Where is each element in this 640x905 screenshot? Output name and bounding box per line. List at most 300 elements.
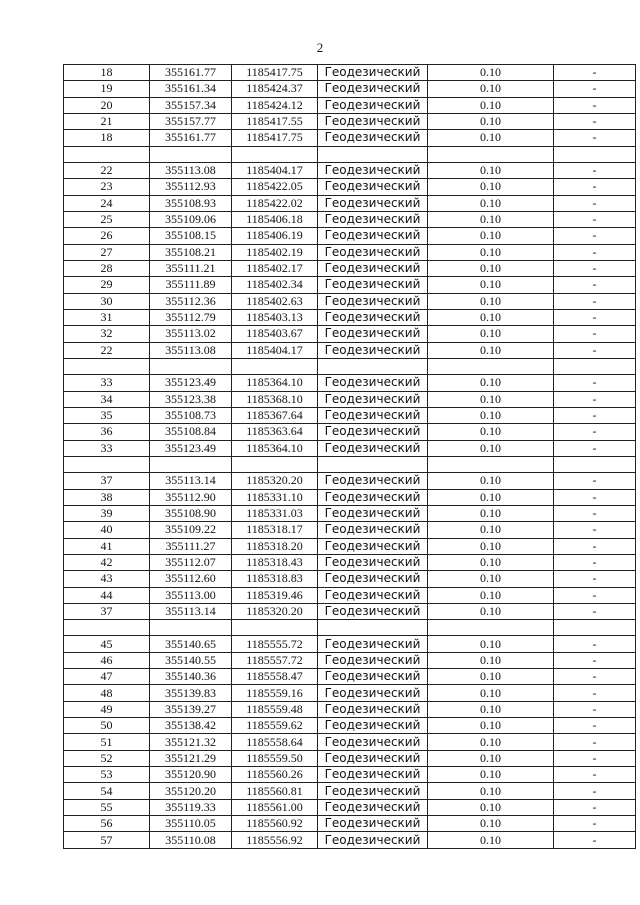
table-row — [64, 587, 636, 603]
point-number-cell: 28 — [64, 260, 150, 276]
note-cell: - — [554, 440, 636, 456]
method-cell: Геодезический — [318, 767, 428, 783]
x-coordinate-cell: 355140.65 — [150, 636, 232, 652]
point-number-cell: 40 — [64, 522, 150, 538]
point-number-cell: 45 — [64, 636, 150, 652]
table-row — [64, 816, 636, 832]
y-coordinate-cell: 1185319.46 — [232, 587, 318, 603]
table-row — [64, 113, 636, 129]
y-coordinate-cell: 1185559.16 — [232, 685, 318, 701]
method-cell: Геодезический — [318, 554, 428, 570]
table-row — [64, 685, 636, 701]
accuracy-cell: 0.10 — [428, 162, 554, 178]
x-coordinate-cell: 355138.42 — [150, 718, 232, 734]
note-cell: - — [554, 81, 636, 97]
method-cell: Геодезический — [318, 65, 428, 81]
table-row — [64, 407, 636, 423]
accuracy-cell: 0.10 — [428, 603, 554, 619]
table-row — [64, 65, 636, 81]
point-number-cell: 18 — [64, 65, 150, 81]
note-cell: - — [554, 636, 636, 652]
separator-row — [64, 620, 636, 636]
point-number-cell: 48 — [64, 685, 150, 701]
note-cell: - — [554, 342, 636, 358]
table-row — [64, 767, 636, 783]
y-coordinate-cell: 1185318.43 — [232, 554, 318, 570]
note-cell: - — [554, 571, 636, 587]
point-number-cell: 41 — [64, 538, 150, 554]
y-coordinate-cell: 1185320.20 — [232, 473, 318, 489]
y-coordinate-cell: 1185364.10 — [232, 375, 318, 391]
note-cell: - — [554, 424, 636, 440]
method-cell: Геодезический — [318, 228, 428, 244]
y-coordinate-cell: 1185559.50 — [232, 750, 318, 766]
separator-row — [64, 358, 636, 374]
table-row — [64, 473, 636, 489]
accuracy-cell — [428, 146, 554, 162]
table-row — [64, 783, 636, 799]
table-row — [64, 130, 636, 146]
table-row — [64, 718, 636, 734]
y-coordinate-cell: 1185561.00 — [232, 799, 318, 815]
accuracy-cell: 0.10 — [428, 244, 554, 260]
y-coordinate-cell: 1185560.92 — [232, 816, 318, 832]
method-cell: Геодезический — [318, 179, 428, 195]
y-coordinate-cell: 1185406.19 — [232, 228, 318, 244]
y-coordinate-cell: 1185560.26 — [232, 767, 318, 783]
point-number-cell: 33 — [64, 440, 150, 456]
table-row — [64, 424, 636, 440]
note-cell: - — [554, 195, 636, 211]
y-coordinate-cell: 1185555.72 — [232, 636, 318, 652]
x-coordinate-cell: 355108.93 — [150, 195, 232, 211]
note-cell: - — [554, 391, 636, 407]
method-cell: Геодезический — [318, 587, 428, 603]
y-coordinate-cell: 1185318.20 — [232, 538, 318, 554]
point-number-cell: 30 — [64, 293, 150, 309]
accuracy-cell: 0.10 — [428, 113, 554, 129]
accuracy-cell: 0.10 — [428, 342, 554, 358]
method-cell — [318, 456, 428, 472]
x-coordinate-cell: 355113.00 — [150, 587, 232, 603]
page-number: 2 — [316, 40, 324, 55]
accuracy-cell: 0.10 — [428, 391, 554, 407]
y-coordinate-cell: 1185558.64 — [232, 734, 318, 750]
point-number-cell: 54 — [64, 783, 150, 799]
note-cell: - — [554, 211, 636, 227]
note-cell: - — [554, 603, 636, 619]
y-coordinate-cell: 1185560.81 — [232, 783, 318, 799]
note-cell: - — [554, 375, 636, 391]
table-row — [64, 260, 636, 276]
point-number-cell: 36 — [64, 424, 150, 440]
note-cell: - — [554, 522, 636, 538]
accuracy-cell — [428, 358, 554, 374]
point-number-cell: 24 — [64, 195, 150, 211]
accuracy-cell: 0.10 — [428, 750, 554, 766]
y-coordinate-cell: 1185558.47 — [232, 669, 318, 685]
point-number-cell — [64, 146, 150, 162]
method-cell: Геодезический — [318, 407, 428, 423]
point-number-cell: 56 — [64, 816, 150, 832]
method-cell: Геодезический — [318, 211, 428, 227]
method-cell: Геодезический — [318, 342, 428, 358]
point-number-cell: 22 — [64, 342, 150, 358]
accuracy-cell: 0.10 — [428, 522, 554, 538]
accuracy-cell: 0.10 — [428, 440, 554, 456]
coordinates-table — [63, 64, 636, 849]
point-number-cell: 19 — [64, 81, 150, 97]
method-cell: Геодезический — [318, 293, 428, 309]
accuracy-cell: 0.10 — [428, 669, 554, 685]
accuracy-cell: 0.10 — [428, 571, 554, 587]
method-cell: Геодезический — [318, 326, 428, 342]
method-cell: Геодезический — [318, 603, 428, 619]
point-number-cell: 34 — [64, 391, 150, 407]
method-cell: Геодезический — [318, 473, 428, 489]
x-coordinate-cell: 355110.08 — [150, 832, 232, 848]
point-number-cell: 25 — [64, 211, 150, 227]
y-coordinate-cell: 1185557.72 — [232, 652, 318, 668]
accuracy-cell: 0.10 — [428, 228, 554, 244]
accuracy-cell: 0.10 — [428, 179, 554, 195]
method-cell: Геодезический — [318, 750, 428, 766]
x-coordinate-cell: 355113.14 — [150, 603, 232, 619]
note-cell: - — [554, 407, 636, 423]
note-cell: - — [554, 130, 636, 146]
x-coordinate-cell: 355108.21 — [150, 244, 232, 260]
x-coordinate-cell: 355161.77 — [150, 65, 232, 81]
method-cell: Геодезический — [318, 424, 428, 440]
x-coordinate-cell: 355109.22 — [150, 522, 232, 538]
x-coordinate-cell — [150, 146, 232, 162]
x-coordinate-cell: 355108.90 — [150, 505, 232, 521]
method-cell: Геодезический — [318, 636, 428, 652]
method-cell: Геодезический — [318, 685, 428, 701]
point-number-cell: 38 — [64, 489, 150, 505]
note-cell: - — [554, 260, 636, 276]
x-coordinate-cell — [150, 620, 232, 636]
x-coordinate-cell: 355112.07 — [150, 554, 232, 570]
point-number-cell: 35 — [64, 407, 150, 423]
point-number-cell: 33 — [64, 375, 150, 391]
coordinates-table-body — [64, 65, 636, 849]
y-coordinate-cell: 1185424.12 — [232, 97, 318, 113]
x-coordinate-cell: 355111.27 — [150, 538, 232, 554]
table-row — [64, 669, 636, 685]
y-coordinate-cell: 1185318.17 — [232, 522, 318, 538]
y-coordinate-cell: 1185318.83 — [232, 571, 318, 587]
point-number-cell: 44 — [64, 587, 150, 603]
note-cell: - — [554, 179, 636, 195]
method-cell: Геодезический — [318, 734, 428, 750]
note-cell: - — [554, 685, 636, 701]
note-cell: - — [554, 669, 636, 685]
table-row — [64, 179, 636, 195]
table-row — [64, 195, 636, 211]
point-number-cell: 37 — [64, 603, 150, 619]
point-number-cell: 29 — [64, 277, 150, 293]
point-number-cell — [64, 620, 150, 636]
point-number-cell: 52 — [64, 750, 150, 766]
point-number-cell: 32 — [64, 326, 150, 342]
x-coordinate-cell: 355112.90 — [150, 489, 232, 505]
x-coordinate-cell: 355121.29 — [150, 750, 232, 766]
method-cell: Геодезический — [318, 783, 428, 799]
note-cell: - — [554, 162, 636, 178]
accuracy-cell: 0.10 — [428, 636, 554, 652]
method-cell: Геодезический — [318, 162, 428, 178]
method-cell: Геодезический — [318, 799, 428, 815]
note-cell: - — [554, 326, 636, 342]
note-cell: - — [554, 505, 636, 521]
y-coordinate-cell: 1185556.92 — [232, 832, 318, 848]
note-cell: - — [554, 473, 636, 489]
x-coordinate-cell: 355157.34 — [150, 97, 232, 113]
method-cell — [318, 620, 428, 636]
y-coordinate-cell: 1185402.63 — [232, 293, 318, 309]
y-coordinate-cell: 1185404.17 — [232, 162, 318, 178]
accuracy-cell: 0.10 — [428, 326, 554, 342]
x-coordinate-cell — [150, 358, 232, 374]
method-cell: Геодезический — [318, 718, 428, 734]
table-row — [64, 375, 636, 391]
note-cell: - — [554, 309, 636, 325]
point-number-cell: 23 — [64, 179, 150, 195]
accuracy-cell: 0.10 — [428, 277, 554, 293]
table-row — [64, 228, 636, 244]
method-cell: Геодезический — [318, 522, 428, 538]
method-cell: Геодезический — [318, 701, 428, 717]
point-number-cell: 47 — [64, 669, 150, 685]
y-coordinate-cell: 1185422.05 — [232, 179, 318, 195]
y-coordinate-cell: 1185331.10 — [232, 489, 318, 505]
y-coordinate-cell: 1185424.37 — [232, 81, 318, 97]
x-coordinate-cell: 355109.06 — [150, 211, 232, 227]
point-number-cell: 42 — [64, 554, 150, 570]
x-coordinate-cell: 355123.49 — [150, 375, 232, 391]
method-cell: Геодезический — [318, 571, 428, 587]
note-cell: - — [554, 783, 636, 799]
x-coordinate-cell: 355119.33 — [150, 799, 232, 815]
x-coordinate-cell: 355108.84 — [150, 424, 232, 440]
method-cell — [318, 146, 428, 162]
y-coordinate-cell: 1185406.18 — [232, 211, 318, 227]
y-coordinate-cell: 1185417.75 — [232, 65, 318, 81]
note-cell — [554, 146, 636, 162]
method-cell — [318, 358, 428, 374]
note-cell: - — [554, 293, 636, 309]
accuracy-cell: 0.10 — [428, 130, 554, 146]
accuracy-cell: 0.10 — [428, 65, 554, 81]
table-row — [64, 832, 636, 848]
table-row — [64, 211, 636, 227]
note-cell: - — [554, 538, 636, 554]
x-coordinate-cell: 355121.32 — [150, 734, 232, 750]
note-cell: - — [554, 489, 636, 505]
note-cell: - — [554, 750, 636, 766]
x-coordinate-cell: 355140.55 — [150, 652, 232, 668]
point-number-cell: 37 — [64, 473, 150, 489]
table-row — [64, 603, 636, 619]
y-coordinate-cell: 1185417.55 — [232, 113, 318, 129]
note-cell: - — [554, 816, 636, 832]
x-coordinate-cell: 355113.14 — [150, 473, 232, 489]
table-row — [64, 309, 636, 325]
note-cell: - — [554, 832, 636, 848]
table-row — [64, 750, 636, 766]
y-coordinate-cell: 1185402.34 — [232, 277, 318, 293]
accuracy-cell: 0.10 — [428, 734, 554, 750]
method-cell: Геодезический — [318, 309, 428, 325]
method-cell: Геодезический — [318, 505, 428, 521]
note-cell — [554, 456, 636, 472]
method-cell: Геодезический — [318, 130, 428, 146]
table-row — [64, 538, 636, 554]
y-coordinate-cell: 1185422.02 — [232, 195, 318, 211]
accuracy-cell: 0.10 — [428, 424, 554, 440]
accuracy-cell: 0.10 — [428, 652, 554, 668]
accuracy-cell: 0.10 — [428, 309, 554, 325]
point-number-cell: 18 — [64, 130, 150, 146]
table-row — [64, 734, 636, 750]
point-number-cell: 26 — [64, 228, 150, 244]
y-coordinate-cell: 1185417.75 — [232, 130, 318, 146]
accuracy-cell — [428, 456, 554, 472]
method-cell: Геодезический — [318, 195, 428, 211]
point-number-cell: 46 — [64, 652, 150, 668]
point-number-cell: 20 — [64, 97, 150, 113]
table-row — [64, 277, 636, 293]
note-cell: - — [554, 652, 636, 668]
note-cell — [554, 358, 636, 374]
note-cell: - — [554, 244, 636, 260]
table-row — [64, 162, 636, 178]
accuracy-cell: 0.10 — [428, 783, 554, 799]
note-cell: - — [554, 701, 636, 717]
x-coordinate-cell: 355113.08 — [150, 342, 232, 358]
point-number-cell: 39 — [64, 505, 150, 521]
x-coordinate-cell: 355140.36 — [150, 669, 232, 685]
accuracy-cell: 0.10 — [428, 767, 554, 783]
method-cell: Геодезический — [318, 652, 428, 668]
table-row — [64, 799, 636, 815]
table-row — [64, 97, 636, 113]
y-coordinate-cell: 1185402.17 — [232, 260, 318, 276]
method-cell: Геодезический — [318, 244, 428, 260]
accuracy-cell: 0.10 — [428, 195, 554, 211]
y-coordinate-cell: 1185403.67 — [232, 326, 318, 342]
point-number-cell: 22 — [64, 162, 150, 178]
x-coordinate-cell: 355113.02 — [150, 326, 232, 342]
y-coordinate-cell: 1185331.03 — [232, 505, 318, 521]
table-row — [64, 522, 636, 538]
separator-row — [64, 456, 636, 472]
accuracy-cell: 0.10 — [428, 799, 554, 815]
point-number-cell: 53 — [64, 767, 150, 783]
y-coordinate-cell: 1185559.62 — [232, 718, 318, 734]
table-row — [64, 244, 636, 260]
x-coordinate-cell: 355111.89 — [150, 277, 232, 293]
note-cell: - — [554, 65, 636, 81]
x-coordinate-cell: 355112.79 — [150, 309, 232, 325]
point-number-cell: 31 — [64, 309, 150, 325]
x-coordinate-cell: 355123.38 — [150, 391, 232, 407]
point-number-cell: 43 — [64, 571, 150, 587]
y-coordinate-cell — [232, 146, 318, 162]
accuracy-cell: 0.10 — [428, 554, 554, 570]
accuracy-cell — [428, 620, 554, 636]
accuracy-cell: 0.10 — [428, 489, 554, 505]
point-number-cell: 50 — [64, 718, 150, 734]
method-cell: Геодезический — [318, 113, 428, 129]
accuracy-cell: 0.10 — [428, 81, 554, 97]
accuracy-cell: 0.10 — [428, 211, 554, 227]
table-row — [64, 293, 636, 309]
x-coordinate-cell: 355161.34 — [150, 81, 232, 97]
point-number-cell: 57 — [64, 832, 150, 848]
point-number-cell: 49 — [64, 701, 150, 717]
x-coordinate-cell: 355112.60 — [150, 571, 232, 587]
x-coordinate-cell: 355111.21 — [150, 260, 232, 276]
note-cell: - — [554, 799, 636, 815]
table-row — [64, 440, 636, 456]
table-row — [64, 391, 636, 407]
x-coordinate-cell: 355123.49 — [150, 440, 232, 456]
point-number-cell: 21 — [64, 113, 150, 129]
note-cell — [554, 620, 636, 636]
method-cell: Геодезический — [318, 277, 428, 293]
y-coordinate-cell: 1185559.48 — [232, 701, 318, 717]
accuracy-cell: 0.10 — [428, 260, 554, 276]
note-cell: - — [554, 767, 636, 783]
method-cell: Геодезический — [318, 489, 428, 505]
method-cell: Геодезический — [318, 440, 428, 456]
table-row — [64, 636, 636, 652]
y-coordinate-cell: 1185402.19 — [232, 244, 318, 260]
x-coordinate-cell: 355110.05 — [150, 816, 232, 832]
accuracy-cell: 0.10 — [428, 375, 554, 391]
method-cell: Геодезический — [318, 391, 428, 407]
x-coordinate-cell: 355161.77 — [150, 130, 232, 146]
note-cell: - — [554, 734, 636, 750]
y-coordinate-cell — [232, 620, 318, 636]
accuracy-cell: 0.10 — [428, 832, 554, 848]
method-cell: Геодезический — [318, 97, 428, 113]
accuracy-cell: 0.10 — [428, 816, 554, 832]
x-coordinate-cell — [150, 456, 232, 472]
table-row — [64, 571, 636, 587]
x-coordinate-cell: 355139.83 — [150, 685, 232, 701]
accuracy-cell: 0.10 — [428, 587, 554, 603]
point-number-cell: 51 — [64, 734, 150, 750]
note-cell: - — [554, 277, 636, 293]
note-cell: - — [554, 97, 636, 113]
method-cell: Геодезический — [318, 816, 428, 832]
method-cell: Геодезический — [318, 538, 428, 554]
table-row — [64, 326, 636, 342]
x-coordinate-cell: 355112.93 — [150, 179, 232, 195]
method-cell: Геодезический — [318, 669, 428, 685]
method-cell: Геодезический — [318, 375, 428, 391]
y-coordinate-cell: 1185403.13 — [232, 309, 318, 325]
table-row — [64, 652, 636, 668]
table-row — [64, 81, 636, 97]
x-coordinate-cell: 355120.20 — [150, 783, 232, 799]
x-coordinate-cell: 355157.77 — [150, 113, 232, 129]
table-row — [64, 701, 636, 717]
y-coordinate-cell: 1185368.10 — [232, 391, 318, 407]
